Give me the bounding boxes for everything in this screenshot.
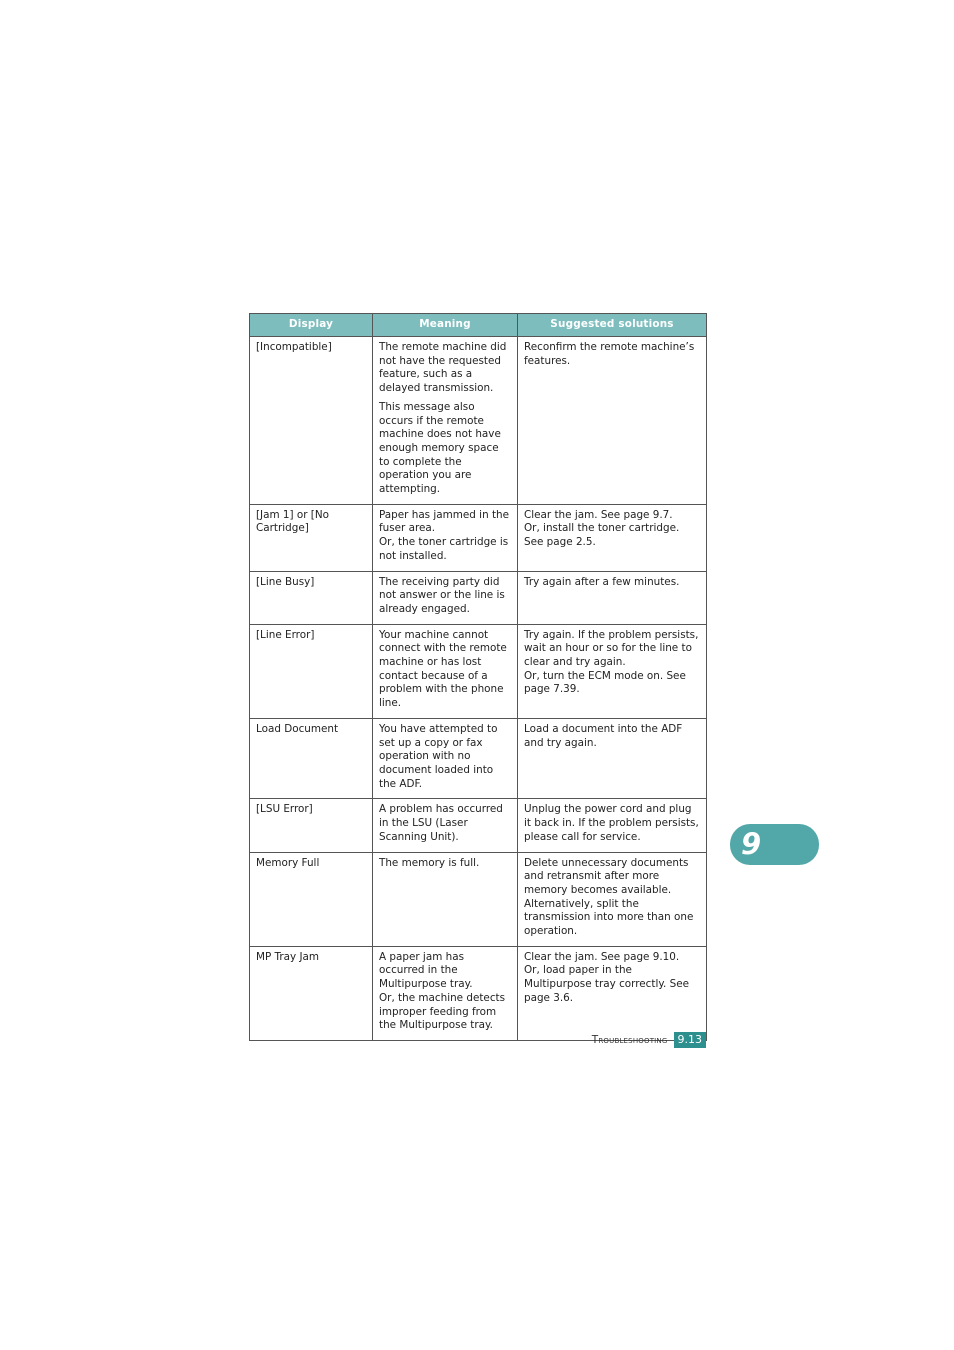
troubleshooting-table [249,313,707,1041]
display-cell: Load Document [250,718,373,799]
solution-cell [518,504,707,571]
meaning-line: Or, the toner cartridge is not installed. [379,536,509,562]
meaning-line: A paper jam has occurred in the Multipurpose tray. [379,950,473,991]
display-cell: [Line Busy] [250,571,373,624]
display-cell: [LSU Error] [250,799,373,852]
meaning-cell: A problem has occurred in the LSU (Laser Scanning Unit). [373,799,518,852]
chapter-tab [730,824,819,865]
meaning-cell: The receiving party did not answer or the line is already engaged. [373,571,518,624]
meaning-cell [373,946,518,1040]
table-row [250,504,707,571]
solution-cell: Try again after a few minutes. [518,571,707,624]
header-meaning: Meaning [373,314,518,337]
solution-cell: Load a document into the ADF and try again. [518,718,707,799]
solution-cell [518,946,707,1040]
solution-line: Or, install the toner cartridge. See page 2.5. [524,522,680,549]
display-cell: [Line Error] [250,624,373,718]
meaning-cell: You have attempted to set up a copy or fax operation with no document loaded into the ADF. [373,718,518,799]
display-cell: MP Tray Jam [250,946,373,1040]
table-row [250,852,707,946]
display-cell: Memory Full [250,852,373,946]
table-header-row [250,314,707,337]
meaning-cell [373,504,518,571]
meaning-cell [373,337,518,505]
table-row [250,718,707,799]
solution-cell: Delete unnecessary documents and retransmit after more memory becomes available. Alternatively, split the transmission into more than one operation. [518,852,707,946]
footer-page-number: 9.13 [674,1032,707,1048]
header-suggested-solutions: Suggested solutions [518,314,707,337]
table-row [250,337,707,505]
display-cell: [Jam 1] or [No Cartridge] [250,504,373,571]
table-row [250,946,707,1040]
meaning-paragraph: This message also occurs if the remote machine does not have enough memory space to complete the operation you are attempting. [379,400,501,496]
meaning-paragraph: The remote machine did not have the requested feature, such as a delayed transmission. [379,341,507,395]
solution-line: Clear the jam. See page 9.7. [524,508,673,521]
meaning-cell: The memory is full. [373,852,518,946]
footer-section-title: Troubleshooting [591,1034,668,1046]
chapter-number: 9 [741,827,762,861]
table-row [250,571,707,624]
solution-line: Or, load paper in the Multipurpose tray correctly. See page 3.6. [524,964,690,1004]
solution-line: Clear the jam. See page 9.10. [524,950,680,963]
table-row [250,799,707,852]
meaning-cell: Your machine cannot connect with the remote machine or has lost contact because of a problem with the phone line. [373,624,518,718]
meaning-line: Paper has jammed in the fuser area. [379,508,510,535]
solution-cell [518,624,707,718]
solution-line: Try again. If the problem persists, wait an hour or so for the line to clear and try again. [524,628,699,669]
solution-line: Or, turn the ECM mode on. See page 7.39. [524,669,686,696]
table-row [250,624,707,718]
solution-cell: Reconfirm the remote machine’s features. [518,337,707,505]
page-footer [592,1032,706,1048]
header-display: Display [250,314,373,337]
solution-cell: Unplug the power cord and plug it back in. If the problem persists, please call for service. [518,799,707,852]
display-cell: [Incompatible] [250,337,373,505]
meaning-line: Or, the machine detects improper feeding from the Multipurpose tray. [379,991,506,1032]
